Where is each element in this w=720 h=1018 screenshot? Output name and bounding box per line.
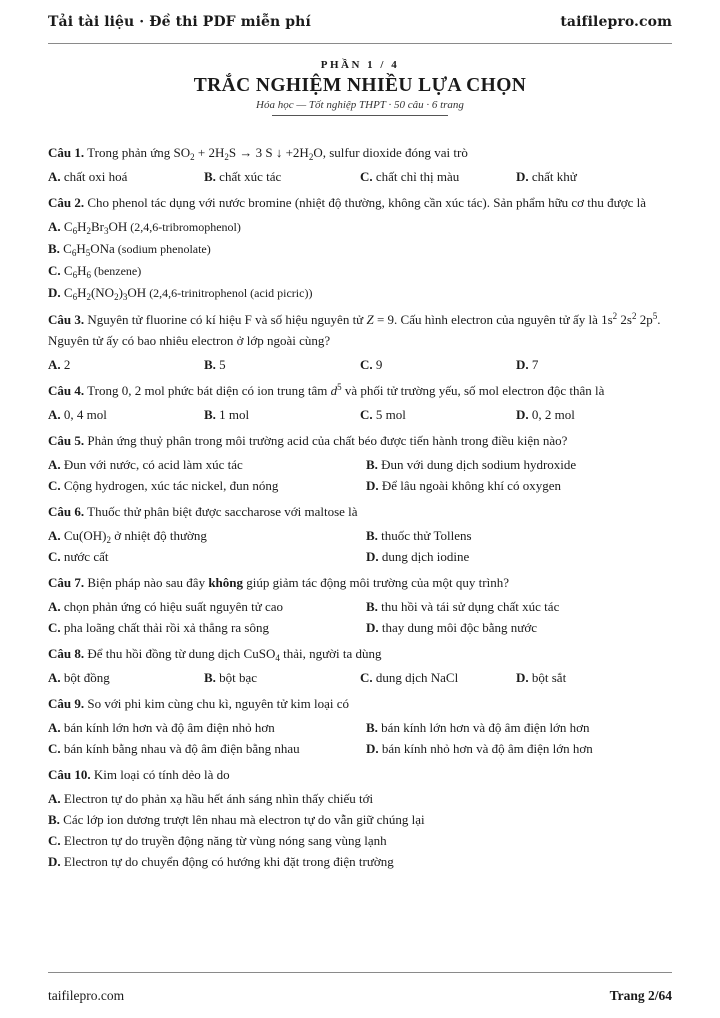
- answer-options: [48, 717, 672, 759]
- option-a[interactable]: A. chọn phản ứng có hiệu suất nguyên tử cao: [48, 599, 284, 614]
- question-label: Câu 8.: [48, 646, 85, 661]
- option-b[interactable]: B. Đun với dung dịch sodium hydroxide: [366, 457, 577, 472]
- option-c[interactable]: C. dung dịch NaCl: [360, 670, 459, 685]
- option-c[interactable]: C. nước cất: [48, 549, 109, 564]
- question-text: Câu 1. Trong phản ứng $SO_2 + 2H_2S \to 3$ S ↓ $+2H_2O$, sulfur dioxide đóng vai trò: [48, 145, 468, 162]
- option-c[interactable]: C. 5 mol: [360, 407, 406, 422]
- site-url: taifilepro.com: [560, 14, 672, 30]
- option-b[interactable]: B. bột bạc: [204, 670, 258, 685]
- option-d[interactable]: D. thay dung môi độc bằng nước: [366, 620, 537, 635]
- answer-options: [48, 166, 672, 187]
- question-text: Câu 5. Phản ứng thuỷ phân trong môi trường acid của chất béo được tiến hành trong điều kiện nào?: [48, 433, 568, 448]
- option-d[interactable]: D. Để lâu ngoài không khí có oxygen: [366, 478, 561, 493]
- question-label: Câu 6.: [48, 504, 85, 519]
- option-b[interactable]: B. thuốc thử Tollens: [366, 528, 472, 543]
- question-3: [48, 309, 672, 375]
- option-d[interactable]: D. 0, 2 mol: [516, 407, 575, 422]
- option-b[interactable]: B. $C_6H_5ONa$ (sodium phenolate): [48, 241, 211, 258]
- question-text: Câu 6. Thuốc thử phân biệt được saccharose với maltose là: [48, 504, 358, 519]
- option-c[interactable]: C. Cộng hydrogen, xúc tác nickel, đun nóng: [48, 478, 279, 493]
- answer-options: [48, 667, 672, 688]
- question-label: Câu 1.: [48, 145, 85, 160]
- question-text: Câu 2. Cho phenol tác dụng với nước bromine (nhiệt độ thường, không cần xúc tác). Sản phẩm hữu cơ thu được là: [48, 195, 646, 210]
- option-d[interactable]: D. bán kính nhỏ hơn và độ âm điện lớn hơn: [366, 741, 593, 756]
- section-title: TRẮC NGHIỆM NHIỀU LỰA CHỌN: [193, 75, 527, 96]
- answer-options: [48, 454, 672, 496]
- section-subtitle: Hóa học — Tốt nghiệp THPT · 50 câu · 6 trang: [256, 99, 464, 111]
- answer-options: [48, 354, 672, 375]
- option-b[interactable]: B. bán kính lớn hơn và độ âm điện lớn hơn: [366, 720, 590, 735]
- question-label: Câu 10.: [48, 767, 91, 782]
- question-5: [48, 430, 672, 496]
- option-a[interactable]: A. Đun với nước, có acid làm xúc tác: [48, 457, 243, 472]
- option-d[interactable]: D. dung dịch iodine: [366, 549, 470, 564]
- emphasis-word: không: [208, 575, 244, 590]
- site-title: Tải tài liệu · Đề thi PDF miễn phí: [48, 14, 311, 30]
- option-a[interactable]: A. 2: [48, 357, 71, 372]
- answer-options: [48, 596, 672, 638]
- option-c[interactable]: C. pha loãng chất thải rồi xả thẳng ra sông: [48, 620, 269, 635]
- question-text: Câu 10. Kim loại có tính dẻo là do: [48, 767, 230, 782]
- option-b[interactable]: B. chất xúc tác: [204, 169, 282, 184]
- question-9: [48, 693, 672, 759]
- option-a[interactable]: A. 0, 4 mol: [48, 407, 107, 422]
- page-number: Trang 2/64: [609, 988, 672, 1003]
- question-list: [48, 142, 672, 872]
- option-b[interactable]: B. Các lớp ion dương trượt lên nhau mà electron tự do vẫn giữ chúng lại: [48, 812, 425, 827]
- option-d[interactable]: D. 7: [516, 357, 539, 372]
- question-2: [48, 192, 672, 304]
- question-text: Câu 4. Trong 0, 2 mol phức bát diện có ion trung tâm $d^5$ và phối tử trường yếu, số mol electron độc thân là: [48, 382, 605, 398]
- page-footer: [48, 972, 672, 1005]
- question-8: [48, 643, 672, 688]
- question-text: Câu 3. Nguyên tử fluorine có kí hiệu F và số hiệu nguyên tử Z = 9. Cấu hình electron của nguyên tử ấy là $1s^2$ $2s^2$ $2p^5$. Nguyên tử ấy có bao nhiêu electron ở lớp ngoài cùng?: [48, 311, 661, 348]
- question-text: Câu 7. Biện pháp nào sau đây không giúp giảm tác động môi trường của một quy trình?: [48, 575, 509, 590]
- answer-options: [48, 404, 672, 425]
- option-d[interactable]: D. $C_6H_2(NO_2)_3OH$ (2,4,6-trinitrophenol (acid picric)): [48, 285, 313, 302]
- answer-options: [48, 788, 672, 872]
- option-a[interactable]: A. $Cu(OH)_2$ ở nhiệt độ thường: [48, 528, 207, 545]
- option-d[interactable]: D. Electron tự do chuyển động có hướng khi đặt trong điện trường: [48, 854, 394, 869]
- question-label: Câu 3.: [48, 312, 85, 327]
- option-d[interactable]: D. chất khử: [516, 169, 577, 184]
- option-c[interactable]: C. $C_6H_6$ (benzene): [48, 263, 142, 280]
- footer-site-url: taifilepro.com: [48, 988, 125, 1003]
- question-6: [48, 501, 672, 567]
- option-d[interactable]: D. bột sắt: [516, 670, 567, 685]
- question-label: Câu 2.: [48, 195, 85, 210]
- option-a[interactable]: A. Electron tự do phản xạ hầu hết ánh sáng nhìn thấy chiếu tới: [48, 791, 374, 806]
- option-c[interactable]: C. bán kính bằng nhau và độ âm điện bằng nhau: [48, 741, 300, 756]
- question-label: Câu 4.: [48, 383, 85, 398]
- option-b[interactable]: B. thu hồi và tái sử dụng chất xúc tác: [366, 599, 560, 614]
- section-title-block: [0, 58, 720, 116]
- option-a[interactable]: A. $C_6H_2Br_3OH$ (2,4,6-tribromophenol): [48, 219, 241, 236]
- part-label: PHẦN 1 / 4: [320, 59, 400, 71]
- question-7: [48, 572, 672, 638]
- option-c[interactable]: C. chất chỉ thị màu: [360, 169, 460, 184]
- option-c[interactable]: C. Electron tự do truyền động năng từ vùng nóng sang vùng lạnh: [48, 833, 387, 848]
- question-text: Câu 9. So với phi kim cùng chu kì, nguyên tử kim loại có: [48, 696, 349, 711]
- question-1: [48, 142, 672, 187]
- question-text: Câu 8. Để thu hồi đồng từ dung dịch CuSO$_4$ thải, người ta dùng: [48, 646, 382, 663]
- option-a[interactable]: A. chất oxi hoá: [48, 169, 128, 184]
- question-label: Câu 5.: [48, 433, 85, 448]
- answer-options: [48, 216, 672, 304]
- question-label: Câu 9.: [48, 696, 85, 711]
- page-header: [48, 12, 672, 44]
- question-10: [48, 764, 672, 872]
- answer-options: [48, 525, 672, 567]
- option-a[interactable]: A. bán kính lớn hơn và độ âm điện nhỏ hơn: [48, 720, 275, 735]
- option-b[interactable]: B. 5: [204, 357, 226, 372]
- question-4: [48, 380, 672, 425]
- title-divider: [272, 115, 448, 116]
- option-a[interactable]: A. bột đồng: [48, 670, 110, 685]
- option-b[interactable]: B. 1 mol: [204, 407, 250, 422]
- question-label: Câu 7.: [48, 575, 85, 590]
- option-c[interactable]: C. 9: [360, 357, 383, 372]
